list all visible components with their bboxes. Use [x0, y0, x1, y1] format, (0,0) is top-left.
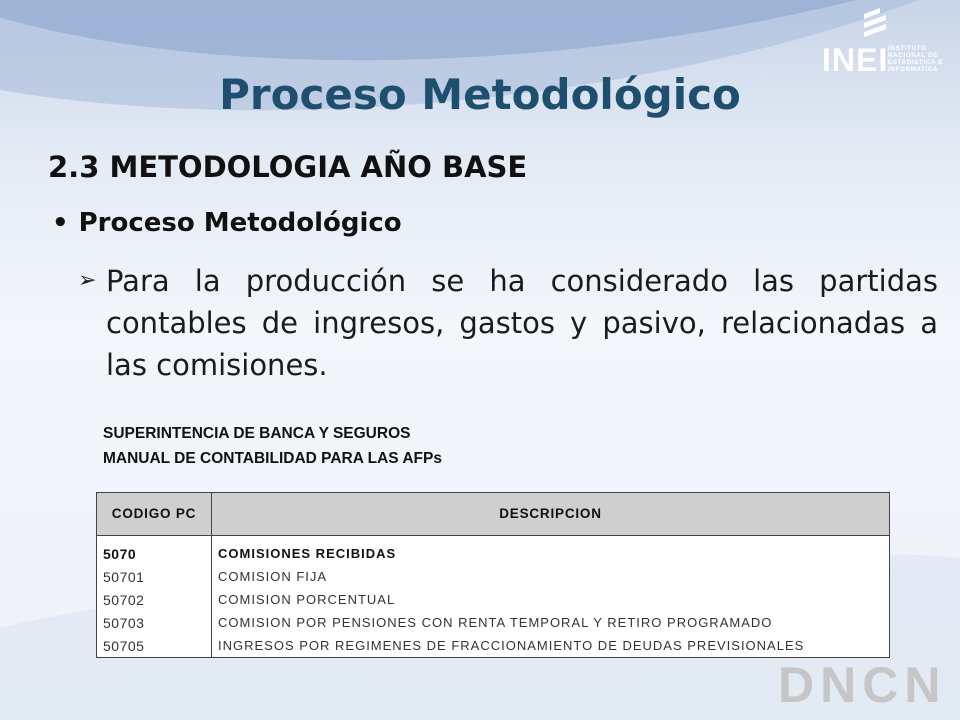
bullet-dot-icon: •	[52, 208, 69, 238]
table-row	[97, 611, 890, 634]
bullet-label: Proceso Metodológico	[78, 208, 402, 238]
table-row	[97, 588, 890, 611]
account-code: 5070	[97, 536, 212, 566]
column-header-description: DESCRIPCION	[212, 493, 890, 536]
table-row	[97, 536, 890, 566]
table-row	[97, 565, 890, 588]
arrow-paragraph	[78, 260, 938, 386]
paragraph-text: Para la producción se ha considerado las partidas contables de ingresos, gastos y pasivo, relacionadas a las comisiones.	[106, 264, 938, 382]
inei-logo	[822, 6, 952, 76]
inei-logo-mark-icon	[860, 6, 890, 42]
page-title: Proceso Metodológico	[219, 70, 741, 119]
logo-subtitle: INSTITUTO NACIONAL DE ESTADISTICA E INFORMATICA	[888, 45, 944, 73]
table-row	[97, 634, 890, 658]
account-description: COMISION PORCENTUAL	[212, 588, 890, 611]
account-code: 50705	[97, 634, 212, 658]
bullet-point	[52, 208, 402, 238]
dncn-watermark: DNCN	[778, 657, 947, 713]
account-code: 50702	[97, 588, 212, 611]
account-description: COMISION FIJA	[212, 565, 890, 588]
account-description: COMISION POR PENSIONES CON RENTA TEMPORAL Y RETIRO PROGRAMADO	[212, 611, 890, 634]
document-heading: SUPERINTENCIA DE BANCA Y SEGUROS	[103, 425, 411, 442]
account-description: INGRESOS POR REGIMENES DE FRACCIONAMIENTO DE DEUDAS PREVISIONALES	[212, 634, 890, 658]
accounts-table	[96, 492, 890, 658]
document-subheading: MANUAL DE CONTABILIDAD PARA LAS AFPs	[103, 450, 442, 467]
logo-name: INEI	[822, 42, 889, 78]
section-subtitle: 2.3 METODOLOGIA AÑO BASE	[48, 150, 528, 184]
account-code: 50703	[97, 611, 212, 634]
table-header-row	[97, 493, 890, 536]
account-code: 50701	[97, 565, 212, 588]
arrow-bullet-icon: ➢	[78, 268, 97, 293]
account-description: COMISIONES RECIBIDAS	[212, 536, 890, 566]
column-header-code: CODIGO PC	[97, 493, 212, 536]
